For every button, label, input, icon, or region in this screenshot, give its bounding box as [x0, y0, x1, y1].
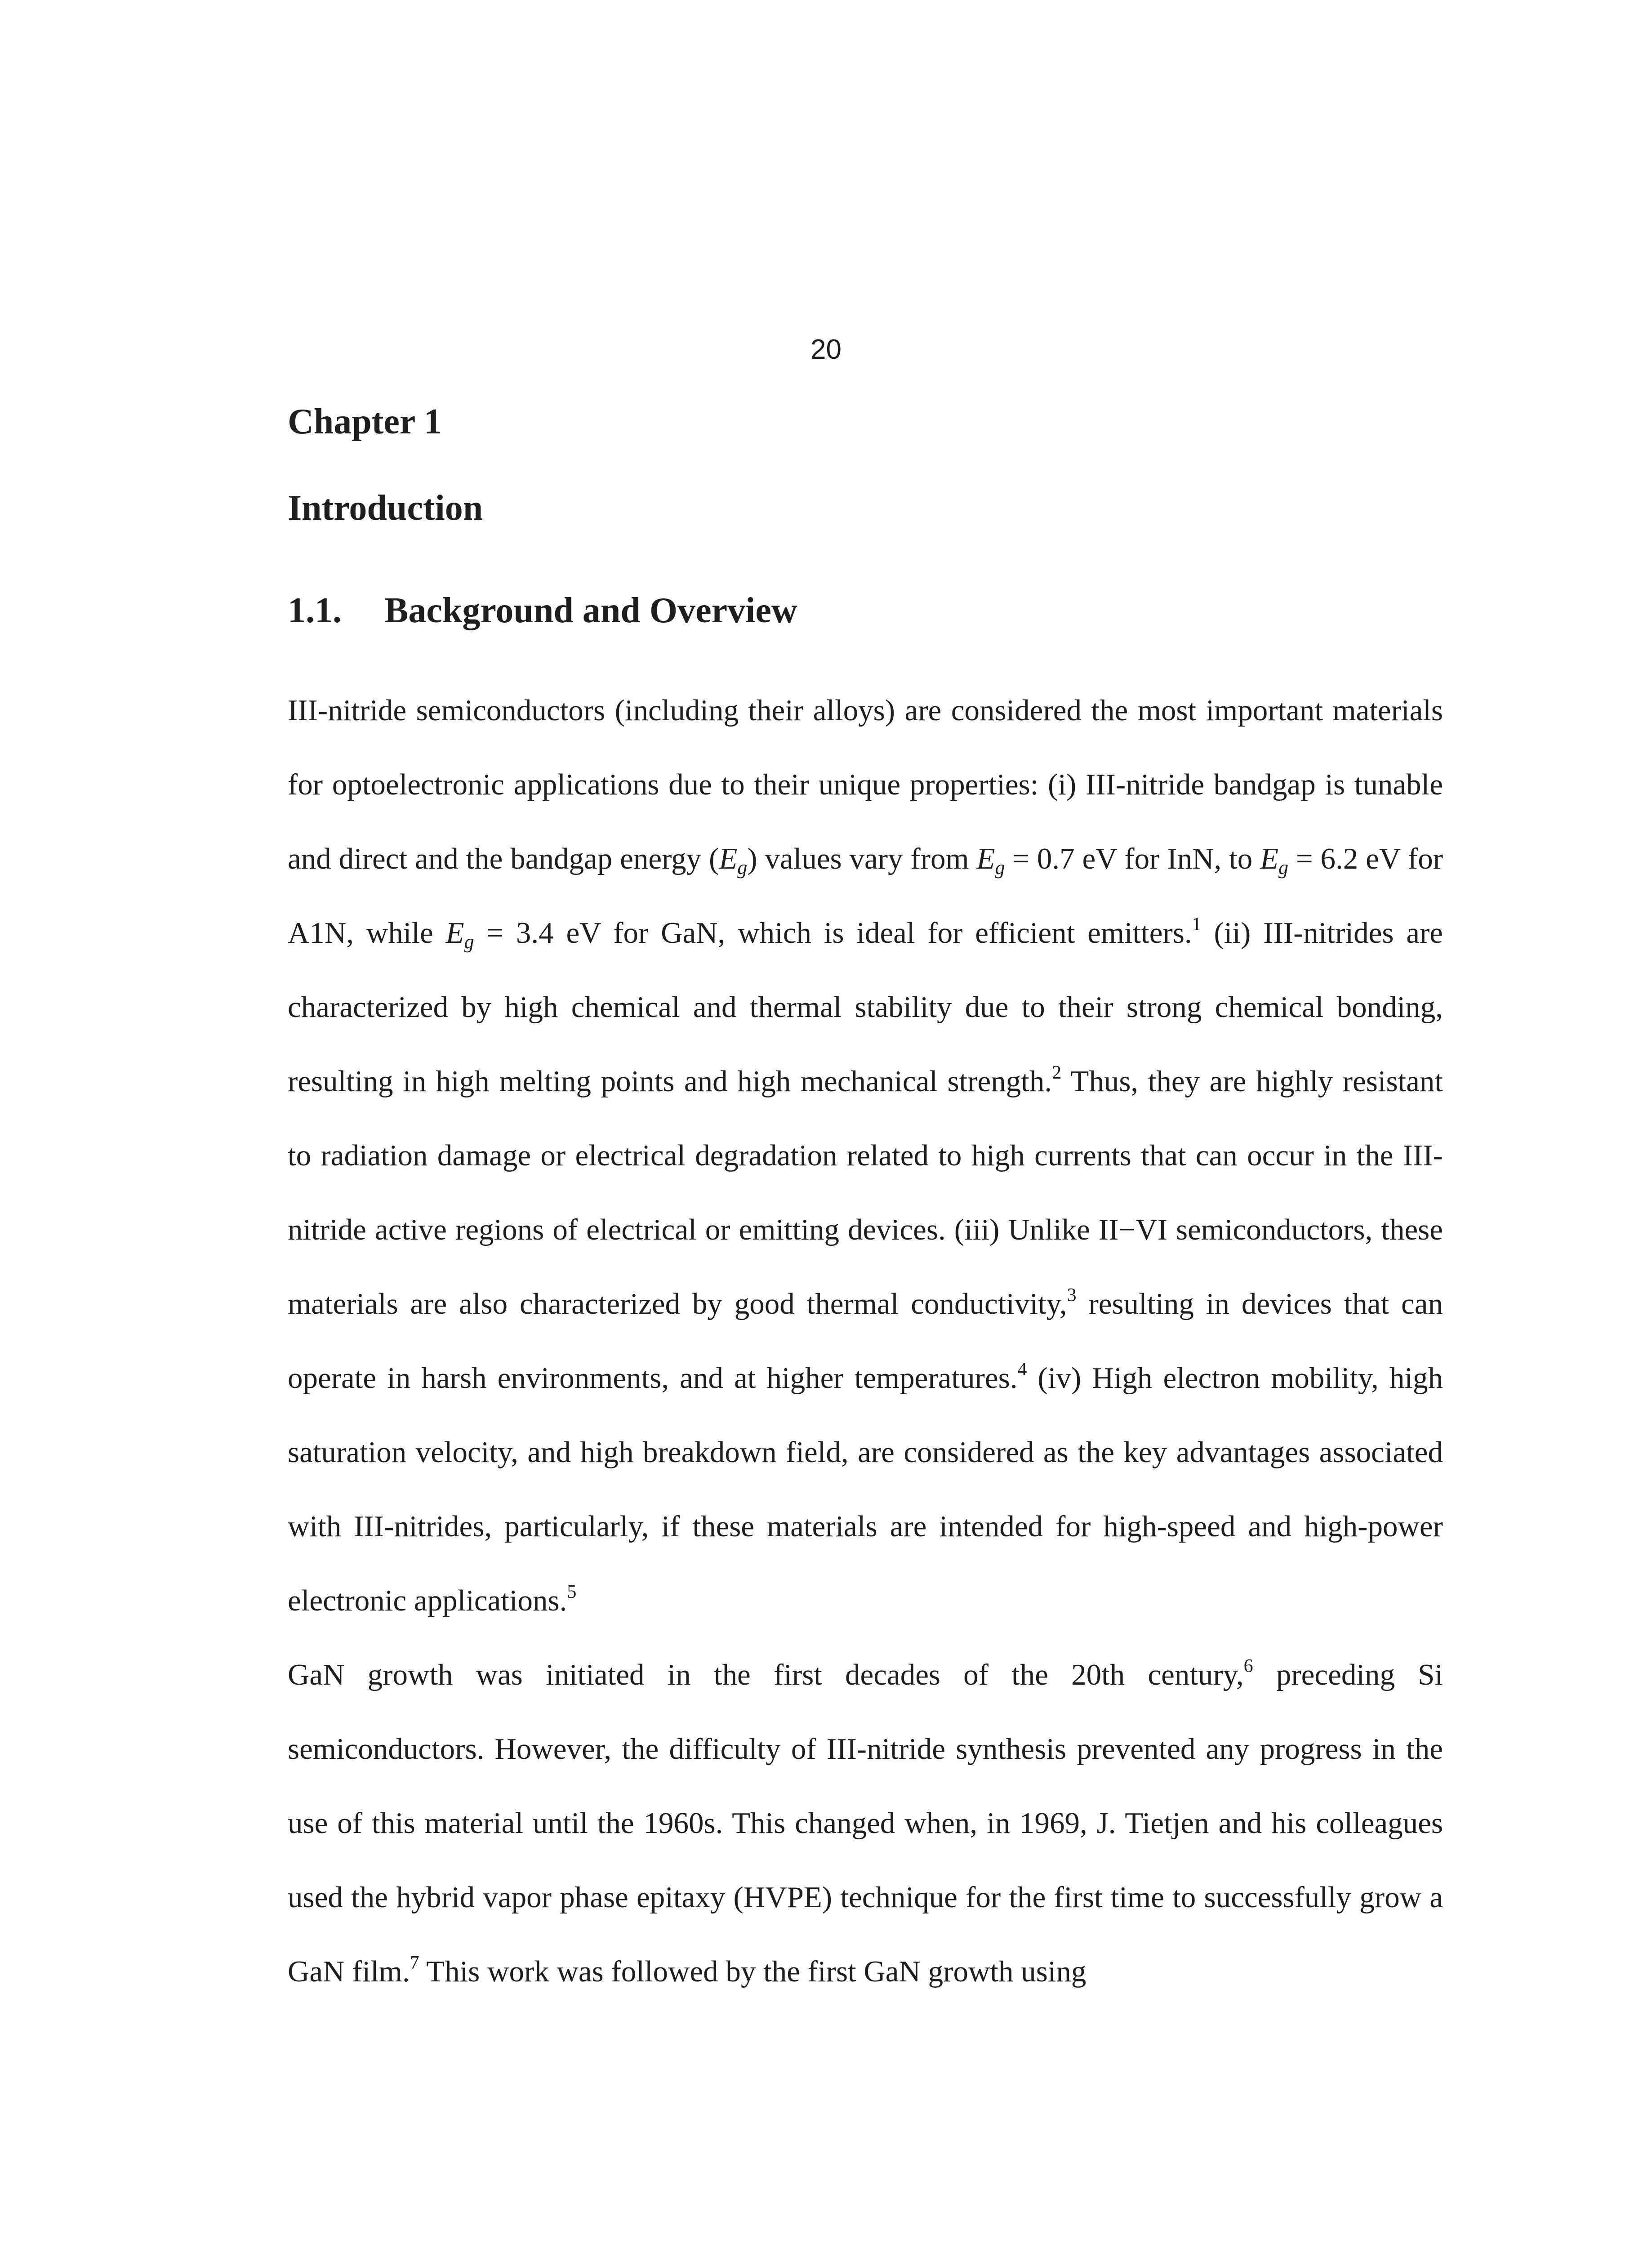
body-text	[288, 674, 1443, 2009]
chapter-label: Chapter 1	[288, 402, 442, 442]
citation-ref: 7	[410, 1953, 419, 1973]
citation-ref: 1	[1192, 914, 1202, 935]
citation-ref: 6	[1243, 1656, 1253, 1677]
text-run: = 6.2 eV for A1N, while	[288, 842, 1443, 950]
text-run: III-nitride semiconductors (including their alloys) are considered the most important materials for optoelectronic applications due to their unique properties: (i) III-nitride bandgap is tunable and direct and the bandgap energy (	[288, 694, 1443, 875]
section-number: 1.1.	[288, 591, 342, 630]
citation-ref: 2	[1052, 1062, 1062, 1083]
citation-ref: 4	[1017, 1359, 1027, 1380]
section-heading	[288, 588, 797, 633]
citation-ref: 5	[567, 1582, 577, 1602]
text-run: preceding Si semiconductors. However, the difficulty of III-nitride synthesis prevented any progress in the use of this material until the 1960s. This changed when, in 1969, J. Tietjen and his colleagues used the hybrid vapor phase epitaxy (HVPE) technique for the first time to successfully grow a GaN film.	[288, 1658, 1443, 1988]
section-title: Background and Overview	[384, 591, 797, 630]
text-run: resulting in devices that can operate in harsh environments, and at higher temperatures.	[288, 1287, 1443, 1395]
symbol-eg: $E_g$	[976, 842, 1005, 879]
text-run: = 3.4 eV for GaN, which is ideal for efficient emitters.	[474, 916, 1192, 950]
text-run: GaN growth was initiated in the first decades of the 20th century,	[288, 1658, 1244, 1691]
text-run: ) values vary from	[747, 842, 977, 875]
text-run: Thus, they are highly resistant to radiation damage or electrical degradation related to high currents that can occur in the III-nitride active regions of electrical or emitting devices. (iii) Unlike II−VI semiconductors, these materials are also characterized by good thermal conductivity,	[288, 1065, 1443, 1320]
text-run: (iv) High electron mobility, high saturation velocity, and high breakdown field, are considered as the key advantages associated with III-nitrides, particularly, if these materials are intended for high-speed and high-power electronic applications.	[288, 1361, 1443, 1617]
symbol-eg: $E_g$	[445, 916, 474, 953]
symbol-eg: $E_g$	[1260, 842, 1289, 879]
text-run: This work was followed by the first GaN growth using	[419, 1955, 1086, 1988]
chapter-title: Introduction	[288, 488, 483, 528]
citation-ref: 3	[1067, 1285, 1077, 1306]
symbol-eg: $E_g$	[719, 842, 748, 879]
text-run: = 0.7 eV for InN, to	[1005, 842, 1260, 875]
page-number: 20	[810, 334, 842, 365]
paragraph	[288, 674, 1443, 1638]
paragraph	[288, 1638, 1443, 2009]
text-run: (ii) III-nitrides are characterized by high chemical and thermal stability due to their strong chemical bonding, resulting in high melting points and high mechanical strength.	[288, 916, 1443, 1098]
